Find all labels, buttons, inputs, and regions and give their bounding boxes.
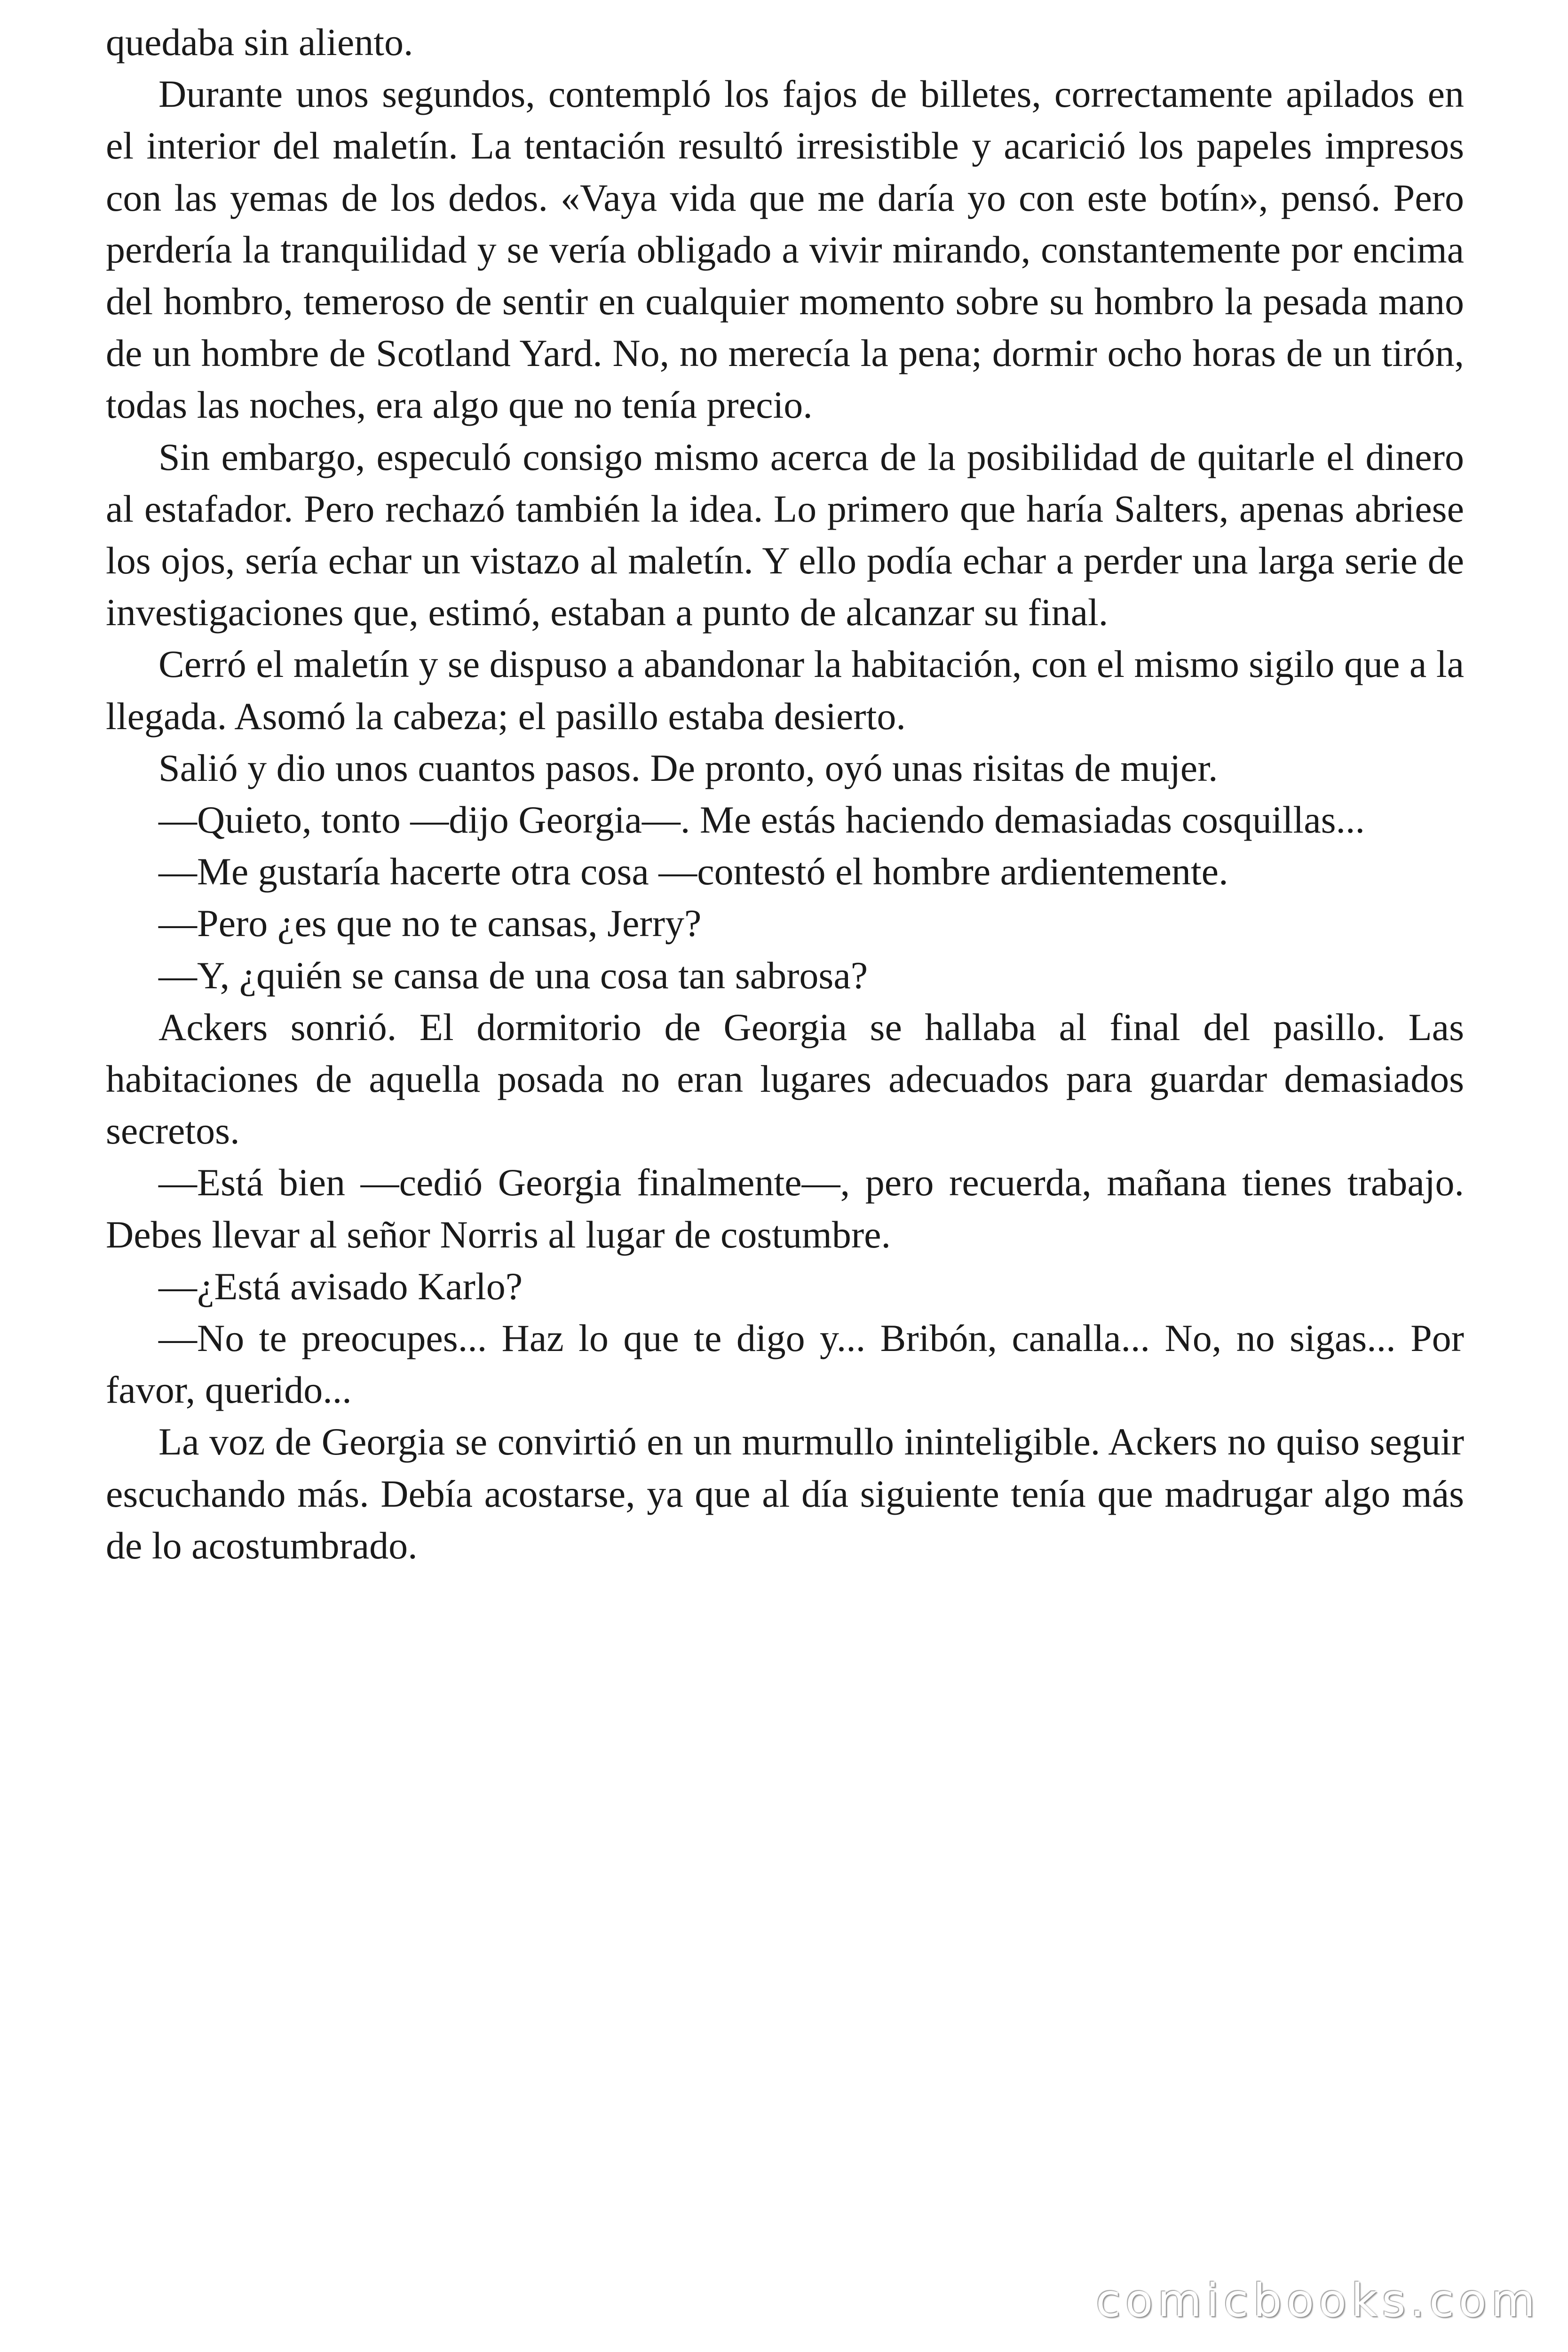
dialogue-line: —Quieto, tonto —dijo Georgia—. Me estás haciendo demasiadas cosquillas... bbox=[158, 798, 1365, 842]
dialogue-line: —Y, ¿quién se cansa de una cosa tan sabrosa? bbox=[158, 954, 868, 997]
dialogue-line: —Me gustaría hacerte otra cosa —contestó el hombre ardientemente. bbox=[158, 850, 1228, 893]
dialogue-line: —Pero ¿es que no te cansas, Jerry? bbox=[158, 902, 702, 945]
body-text bbox=[106, 16, 1464, 1572]
paragraph: La voz de Georgia se convirtió en un murmullo ininteligible. Ackers no quiso seguir escuchando más. Debía acostarse, ya que al día siguiente tenía que madrugar algo más de lo acostumbrado. bbox=[106, 1420, 1464, 1567]
paragraph: Cerró el maletín y se dispuso a abandonar la habitación, con el mismo sigilo que a la llegada. Asomó la cabeza; el pasillo estaba desierto. bbox=[106, 643, 1464, 738]
dialogue-line: —No te preocupes... Haz lo que te digo y... Bribón, canalla... No, no sigas... Por favor, querido... bbox=[106, 1317, 1464, 1412]
dialogue-line: —Está bien —cedió Georgia finalmente—, pero recuerda, mañana tienes trabajo. Debes llevar al señor Norris al lugar de costumbre. bbox=[106, 1161, 1464, 1256]
watermark: comicbooks.com bbox=[1095, 2274, 1540, 2327]
paragraph: Salió y dio unos cuantos pasos. De pronto, oyó unas risitas de mujer. bbox=[158, 746, 1218, 789]
paragraph: Sin embargo, especuló consigo mismo acerca de la posibilidad de quitarle el dinero al estafador. Pero rechazó también la idea. Lo primero que haría Salters, apenas abriese los ojos, sería echar un vistazo al maletín. Y ello podía echar a perder una larga serie de investigaciones que, estimó, estaban a punto de alcanzar su final. bbox=[106, 435, 1464, 634]
dialogue-line: —¿Está avisado Karlo? bbox=[158, 1264, 523, 1308]
paragraph: Durante unos segundos, contempló los fajos de billetes, correctamente apilados en el interior del maletín. La tentación resultó irresistible y acarició los papeles impresos con las yemas de los dedos. «Vaya vida que me daría yo con este botín», pensó. Pero perdería la tranquilidad y se vería obligado a vivir mirando, constantemente por encima del hombro, temeroso de sentir en cualquier momento sobre su hombro la pesada mano de un hombre de Scotland Yard. No, no merecía la pena; dormir ocho horas de un tirón, todas las noches, era algo que no tenía precio. bbox=[106, 72, 1464, 427]
paragraph: Ackers sonrió. El dormitorio de Georgia se hallaba al final del pasillo. Las habitaciones de aquella posada no eran lugares adecuados para guardar demasiados secretos. bbox=[106, 1005, 1464, 1152]
paragraph-continuation: quedaba sin aliento. bbox=[106, 21, 413, 64]
